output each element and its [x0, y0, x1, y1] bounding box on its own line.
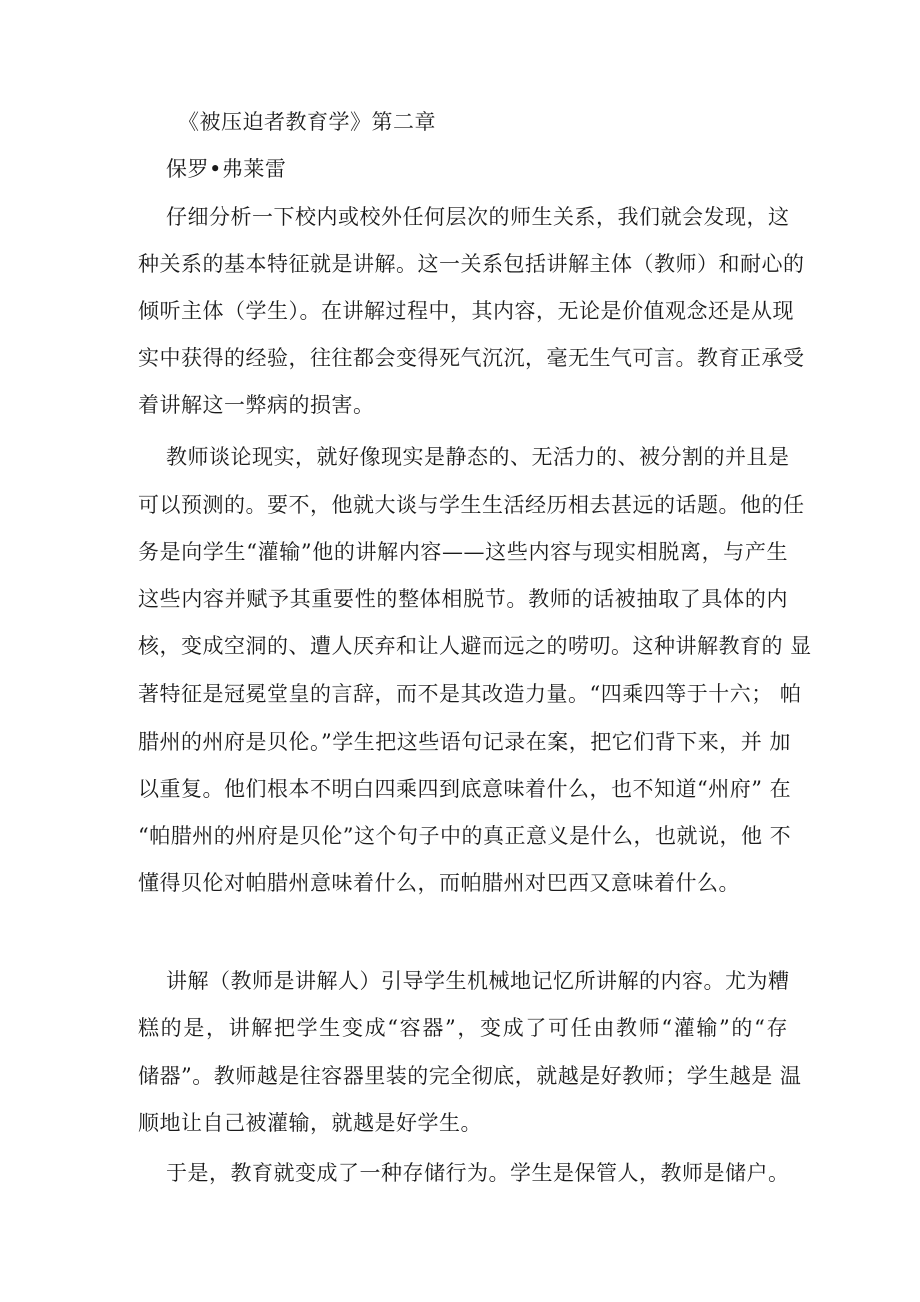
paragraph-line: 教师谈论现实，就好像现实是静态的、无活力的、被分割的并且是: [166, 445, 790, 469]
paragraph-line: 可以预测的。要不，他就大谈与学生生活经历相去甚远的话题。他的任: [138, 493, 805, 517]
paragraph-line: 讲解（教师是讲解人）引导学生机械地记忆所讲解的内容。尤为糟: [166, 969, 790, 993]
paragraph-line: 糕的是，讲解把学生变成“容器”，变成了可任由教师“灌输”的“存: [138, 1016, 788, 1040]
paragraph-line: 顺地让自己被灌输，就越是好学生。: [138, 1111, 482, 1135]
paragraph-line: 实中获得的经验，往往都会变得死气沉沉，毫无生气可言。教育正承受: [138, 346, 805, 370]
paragraph-line: 著特征是冠冕堂皇的言辞，而不是其改造力量。“四乘四等于十六； 帕: [138, 682, 802, 706]
author-name: 保罗•弗莱雷: [166, 157, 287, 181]
paragraph-line: 于是，教育就变成了一种存储行为。学生是保管人，教师是储户。: [166, 1161, 790, 1185]
paragraph-line: 以重复。他们根本不明白四乘四到底意味着什么，也不知道“州府” 在: [138, 777, 792, 801]
paragraph-line: 核，变成空洞的、遭人厌弃和让人避而远之的唠叨。这种讲解教育的 显: [138, 634, 812, 658]
paragraph-line: 种关系的基本特征就是讲解。这一关系包括讲解主体（教师）和耐心的: [138, 252, 805, 276]
paragraph-line: 务是向学生“灌输”他的讲解内容——这些内容与现实相脱离，与产生: [138, 540, 788, 564]
paragraph-line: 储器”。教师越是往容器里装的完全彻底，就越是好教师；学生越是 温: [138, 1064, 802, 1088]
paragraph-line: 懂得贝伦对帕腊州意味着什么，而帕腊州对巴西又意味着什么。: [138, 871, 740, 895]
paragraph-line: 着讲解这一弊病的损害。: [138, 393, 375, 417]
paragraph-line: 倾听主体（学生）。在讲解过程中，其内容，无论是价值观念还是从现: [138, 299, 794, 323]
paragraph-line: 这些内容并赋予其重要性的整体相脱节。教师的话被抽取了具体的内: [138, 587, 788, 611]
paragraph-line: 仔细分析一下校内或校外任何层次的师生关系，我们就会发现，这: [166, 205, 790, 229]
document-title: 《被压迫者教育学》第二章: [178, 110, 436, 134]
paragraph-line: 腊州的州府是贝伦。”学生把这些语句记录在案，把它们背下来，并 加: [138, 730, 791, 754]
paragraph-line: “帕腊州的州府是贝伦”这个句子中的真正意义是什么，也就说，他 不: [138, 824, 792, 848]
